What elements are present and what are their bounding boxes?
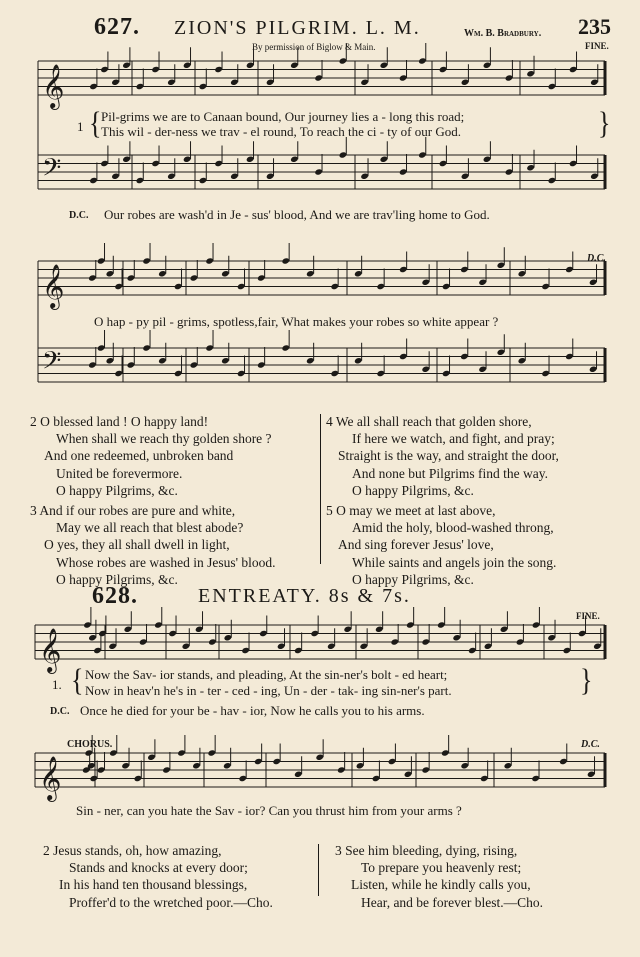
verse-2-line-5: O happy Pilgrims, &c. — [56, 482, 178, 498]
hymn-627-dc-label: D.C. — [69, 210, 89, 221]
hymn-628-fine: FINE. — [576, 611, 600, 621]
hymn-628-verses-right — [335, 842, 543, 911]
hymn-627-composer: Wm. B. Bradbury. — [464, 28, 542, 39]
verse-3-line-4: Whose robes are washed in Jesus' blood. — [56, 554, 276, 570]
verse-3-line-3: O yes, they all shall dwell in light, — [44, 537, 230, 553]
hymn-627-number: 627. — [94, 14, 140, 40]
verse-628-3-line-4: Hear, and be forever blest.—Cho. — [361, 894, 544, 910]
verse-4-line-3: Straight is the way, and straight the door, — [338, 448, 559, 464]
hymn-628-dc-mark: D.C. — [581, 739, 600, 750]
verse-4-line-5: O happy Pilgrims, &c. — [352, 482, 474, 498]
hymn-627-dc-mark: D.C. — [587, 253, 606, 264]
verse-628-3-line-1: 3 See him bleeding, dying, rising, — [335, 843, 518, 858]
treble-clef-icon: 𝄞 — [42, 64, 65, 108]
page-number: 235 — [578, 14, 611, 39]
hymn-628-dc-line: Once he died for your be - hav - ior, Now he calls you to his arms. — [80, 703, 425, 718]
verse-628-3-line-3: Listen, while he kindly calls you, — [351, 877, 531, 893]
hymn-628-brace-right: } — [580, 663, 593, 698]
hymn-627-lyric-line-1: Pil-grims we are to Canaan bound, Our journey lies a - long this road; — [101, 109, 465, 124]
hymn-628-verses-left — [43, 842, 273, 911]
hymn-628-dc-label: D.C. — [50, 706, 70, 717]
hymn-628-number: 628. — [92, 583, 138, 609]
hymn-627-verses-right — [326, 413, 559, 588]
hymn-627-verse-number: 1 — [77, 119, 84, 134]
verse-628-2-line-4: Proffer'd to the wretched poor.—Cho. — [69, 894, 273, 910]
verse-5-line-4: While saints and angels join the song. — [352, 554, 557, 570]
verse-2-line-1: 2 O blessed land ! O happy land! — [30, 414, 209, 429]
verse-2-line-2: When shall we reach thy golden shore ? — [56, 431, 272, 447]
hymn-627-dc-line: Our robes are wash'd in Je - sus' blood, And we are trav'ling home to God. — [104, 207, 490, 222]
hymn-628-lyric-line-1: Now the Sav- ior stands, and pleading, At the sin-ner's bolt - ed heart; — [85, 667, 448, 682]
verse-628-2-line-1: 2 Jesus stands, oh, how amazing, — [43, 843, 222, 858]
hymn-628-title: ENTREATY. 8s & 7s. — [198, 585, 411, 607]
hymn-627-brace-left: { — [89, 106, 102, 141]
verse-628-column-divider — [318, 844, 319, 896]
hymn-627-title: ZION'S PILGRIM. L. M. — [174, 17, 421, 39]
treble-clef-icon: 𝄞 — [42, 264, 65, 308]
verse-3-line-5: O happy Pilgrims, &c. — [56, 571, 178, 587]
hymn-627-verses-left — [30, 413, 276, 588]
hymn-627-fine: FINE. — [585, 41, 609, 51]
verse-628-2-line-3: In his hand ten thousand blessings, — [59, 877, 248, 893]
verse-3-line-2: May we all reach that blest abode? — [56, 520, 244, 536]
hymn-627-chorus-line: O hap - py pil - grims, spotless,fair, What makes your robes so white appear ? — [94, 314, 499, 329]
hymn-628-lyric-line-2: Now in heav'n he's in - ter - ced - ing, Un - der - tak- ing sin-ner's part. — [85, 683, 452, 698]
verse-3-line-1: 3 And if our robes are pure and white, — [30, 503, 236, 519]
verse-5-line-3: And sing forever Jesus' love, — [338, 537, 494, 553]
verse-4-line-1: 4 We all shall reach that golden shore, — [326, 414, 532, 429]
bass-clef-icon: 𝄢 — [42, 346, 62, 382]
verse-2-line-3: And one redeemed, unbroken band — [44, 448, 234, 464]
hymn-627-permission: By permission of Biglow & Main. — [252, 42, 376, 52]
hymn-627-lyric-line-2: This wil - der-ness we trav - el round, To reach the ci - ty of our God. — [101, 124, 461, 139]
verse-4-line-2: If here we watch, and fight, and pray; — [352, 431, 555, 447]
treble-clef-icon: 𝄞 — [39, 628, 62, 672]
verse-2-line-4: United be forevermore. — [56, 465, 183, 481]
hymn-628-chorus-line: Sin - ner, can you hate the Sav - ior? Can you thrust him from your arms ? — [76, 803, 462, 818]
verse-4-line-4: And none but Pilgrims find the way. — [352, 465, 548, 481]
treble-clef-icon: 𝄞 — [39, 756, 62, 800]
verse-column-divider — [320, 414, 321, 564]
verse-5-line-1: 5 O may we meet at last above, — [326, 503, 496, 519]
hymn-628-chorus-label: CHORUS. — [67, 739, 113, 750]
verse-5-line-2: Amid the holy, blood-washed throng, — [352, 520, 554, 536]
verse-628-3-line-2: To prepare you heavenly rest; — [361, 860, 522, 876]
verse-628-2-line-2: Stands and knocks at every door; — [69, 860, 248, 876]
bass-clef-icon: 𝄢 — [42, 153, 62, 189]
hymn-628-verse-number: 1. — [52, 677, 62, 692]
verse-5-line-5: O happy Pilgrims, &c. — [352, 571, 474, 587]
hymn-628-brace-left: { — [71, 663, 84, 698]
hymn-627-brace-right: } — [598, 106, 611, 141]
